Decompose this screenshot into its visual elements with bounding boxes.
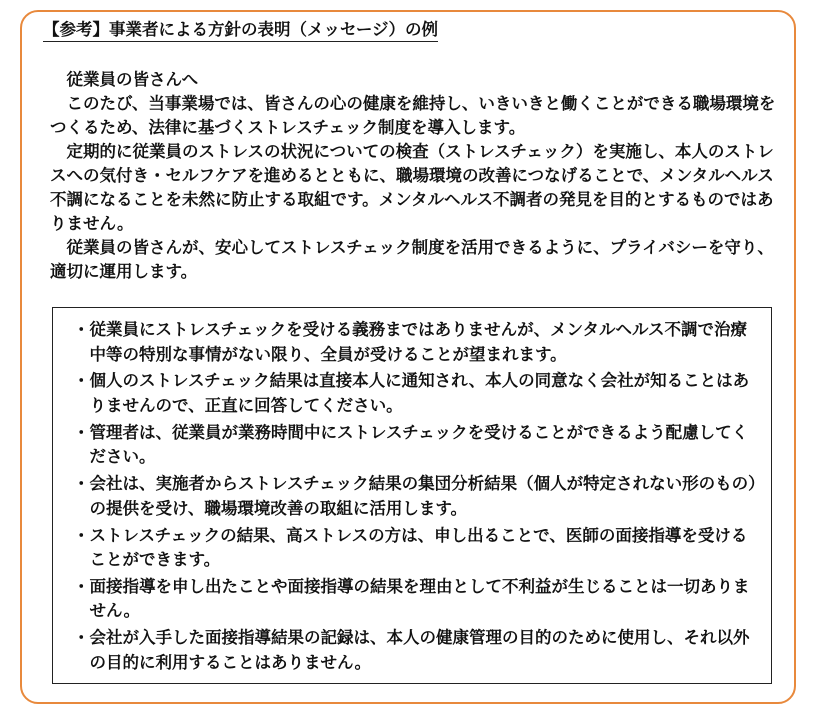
notes-list <box>73 318 757 675</box>
section-heading: 【参考】事業者による方針の表明（メッセージ）の例 <box>43 20 438 42</box>
note-item: ・会社が入手した面接指導結果の記録は、本人の健康管理の目的のために使用し、それ以外の目的に利用することはありません。 <box>73 628 750 672</box>
intro-paragraph-2: 定期的に従業員のストレスの状況についての検査（ストレスチェック）を実施し、本人のストレスへの気付き・セルフケアを進めるとともに、職場環境の改善につなげることで、メンタルヘルス不調になることを未然に防止する取組です。メンタルヘルス不調者の発見を目的とするものではありません。 <box>50 142 774 233</box>
message-intro <box>50 68 780 284</box>
note-item: ・個人のストレスチェック結果は直接本人に通知され、本人の同意なく会社が知ることはありませんので、正直に回答してください。 <box>73 371 750 415</box>
intro-paragraph-1: このたび、当事業場では、皆さんの心の健康を維持し、いきいきと働くことができる職場環境をつくるため、法律に基づくストレスチェック制度を導入します。 <box>50 94 776 137</box>
note-item: ・管理者は、従業員が業務時間中にストレスチェックを受けることができるよう配慮してください。 <box>73 422 749 467</box>
note-item: ・ストレスチェックの結果、高ストレスの方は、申し出ることで、医師の面接指導を受けることができます。 <box>73 525 748 570</box>
note-item: ・従業員にストレスチェックを受ける義務まではありませんが、メンタルヘルス不調で治療中等の特別な事情がない限り、全員が受けることが望まれます。 <box>73 320 748 364</box>
note-item: ・面接指導を申し出たことや面接指導の結果を理由として不利益が生じることは一切ありません。 <box>73 576 750 621</box>
intro-paragraph-3: 従業員の皆さんが、安心してストレスチェック制度を活用できるように、プライバシーを守り、適切に運用します。 <box>50 238 774 281</box>
salutation: 従業員の皆さんへ <box>66 70 199 89</box>
notes-box <box>52 307 772 684</box>
note-item: ・会社は、実施者からストレスチェック結果の集団分析結果（個人が特定されない形のもの）の提供を受け、職場環境改善の取組に活用します。 <box>73 474 757 518</box>
